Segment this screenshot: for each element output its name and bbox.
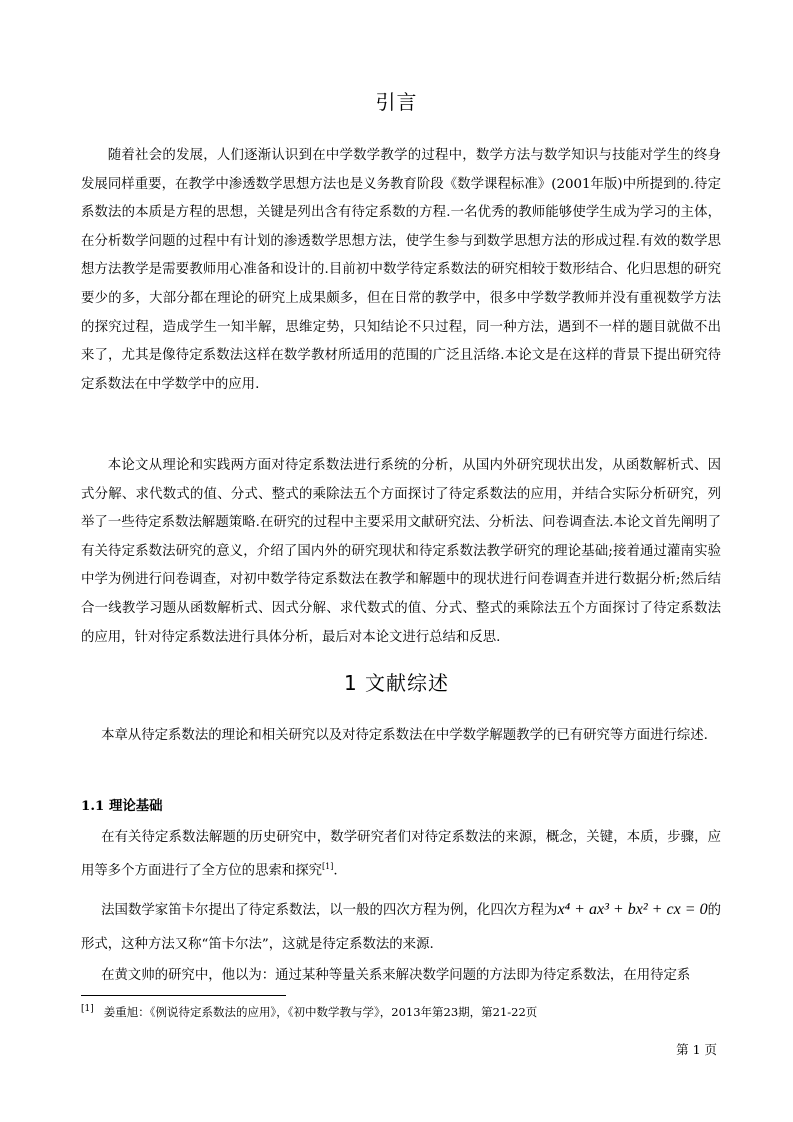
chapter-1-title: 1 文献综述 [343,671,450,695]
paragraph-2-text: 在有关待定系数法解题的历史研究中，数学研究者们对待定系数法的来源，概念，关键，本质，步骤，应用等多个方面进行了全方位的思索和探究 [81,830,721,879]
section-1-1-title: 1.1 理论基础 [81,798,163,814]
footnote-mark: [1] [81,1004,94,1015]
citation-ref-1[interactable]: [1] [322,861,334,871]
chapter-1-paragraph-1: 本章从待定系数法的理论和相关研究以及对待定系数法在中学数学解题教学的已有研究等方面进行综述. [101,728,708,743]
paragraph-2-end: . [333,863,338,879]
intro-paragraph-1: 随着社会的发展，人们逐渐认识到在中学数学教学的过程中，数学方法与数学知识与技能对学生的终身发展同样重要，在教学中渗透数学思想方法也是义务教育阶段《数学课程标准》(2001年版)中所提到的.待定系数法的本质是方程的思想，关键是列出含有待定系数的方程.一名优秀的教师能够使学生成为学习的主体，在分析数学问题的过程中有计划的渗透数学思想方法，使学生参与到数学思想方法的形成过程.有效的数学思想方法教学是需要教师用心准备和设计的.目前初中数学待定系数法的研究相较于数形结合、化归思想的研究要少的多，大部分都在理论的研究上成果颇多，但在日常的教学中，很多中学数学教师并没有重视数学方法的探究过程，造成学生一知半解，思维定势，只知结论不只过程，同一种方法，遇到不一样的题目就做不出来了，尤其是像待定系数法这样在数学教材所适用的范围的广泛且活络.本论文是在这样的背景下提出研究待定系数法在中学数学中的应用. [81,148,721,392]
quartic-equation: x⁴ + ax³ + bx² + cx = 0 [557,901,708,918]
footnote-text: 姜重旭：《例说待定系数法的应用》，《初中数学教与学》，2013年第23期，第21-22页 [103,1005,538,1019]
chapter-1-paragraph-2 [81,824,721,886]
paragraph-3-end: 的形式，这种方法又称“笛卡尔法”，这就是待定系数法的来源. [81,903,722,952]
paragraph-3-text: 法国数学家笛卡尔提出了待定系数法，以一般的四次方程为例，化四次方程为 [101,903,558,918]
page-number: 第 1 页 [676,1042,717,1057]
footnote-divider [81,995,286,996]
intro-paragraph-2: 本论文从理论和实践两方面对待定系数法进行系统的分析，从国内外研究现状出发，从函数解析式、因式分解、求代数式的值、分式、整式的乘除法五个方面探讨了待定系数法的应用，并结合实际分析研究，列举了一些待定系数法解题策略.在研究的过程中主要采用文献研究法、分析法、问卷调查法.本论文首先阐明了有关待定系数法研究的意义，介绍了国内外的研究现状和待定系数法教学研究的理论基础;接着通过灌南实验中学为例进行问卷调查，对初中数学待定系数法在教学和解题中的现状进行问卷调查并进行数据分析;然后结合一线教学习题从函数解析式、因式分解、求代数式的值、分式、整式的乘除法五个方面探讨了待定系数法的应用，针对待定系数法进行具体分析，最后对本论文进行总结和反思. [81,458,721,645]
intro-title: 引言 [375,90,418,114]
chapter-1-paragraph-3 [81,893,721,961]
footnote [81,1004,537,1020]
chapter-1-paragraph-4: 在黄文帅的研究中，他以为：通过某种等量关系来解决数学问题的方法即为待定系数法，在用待定系 [101,968,691,983]
